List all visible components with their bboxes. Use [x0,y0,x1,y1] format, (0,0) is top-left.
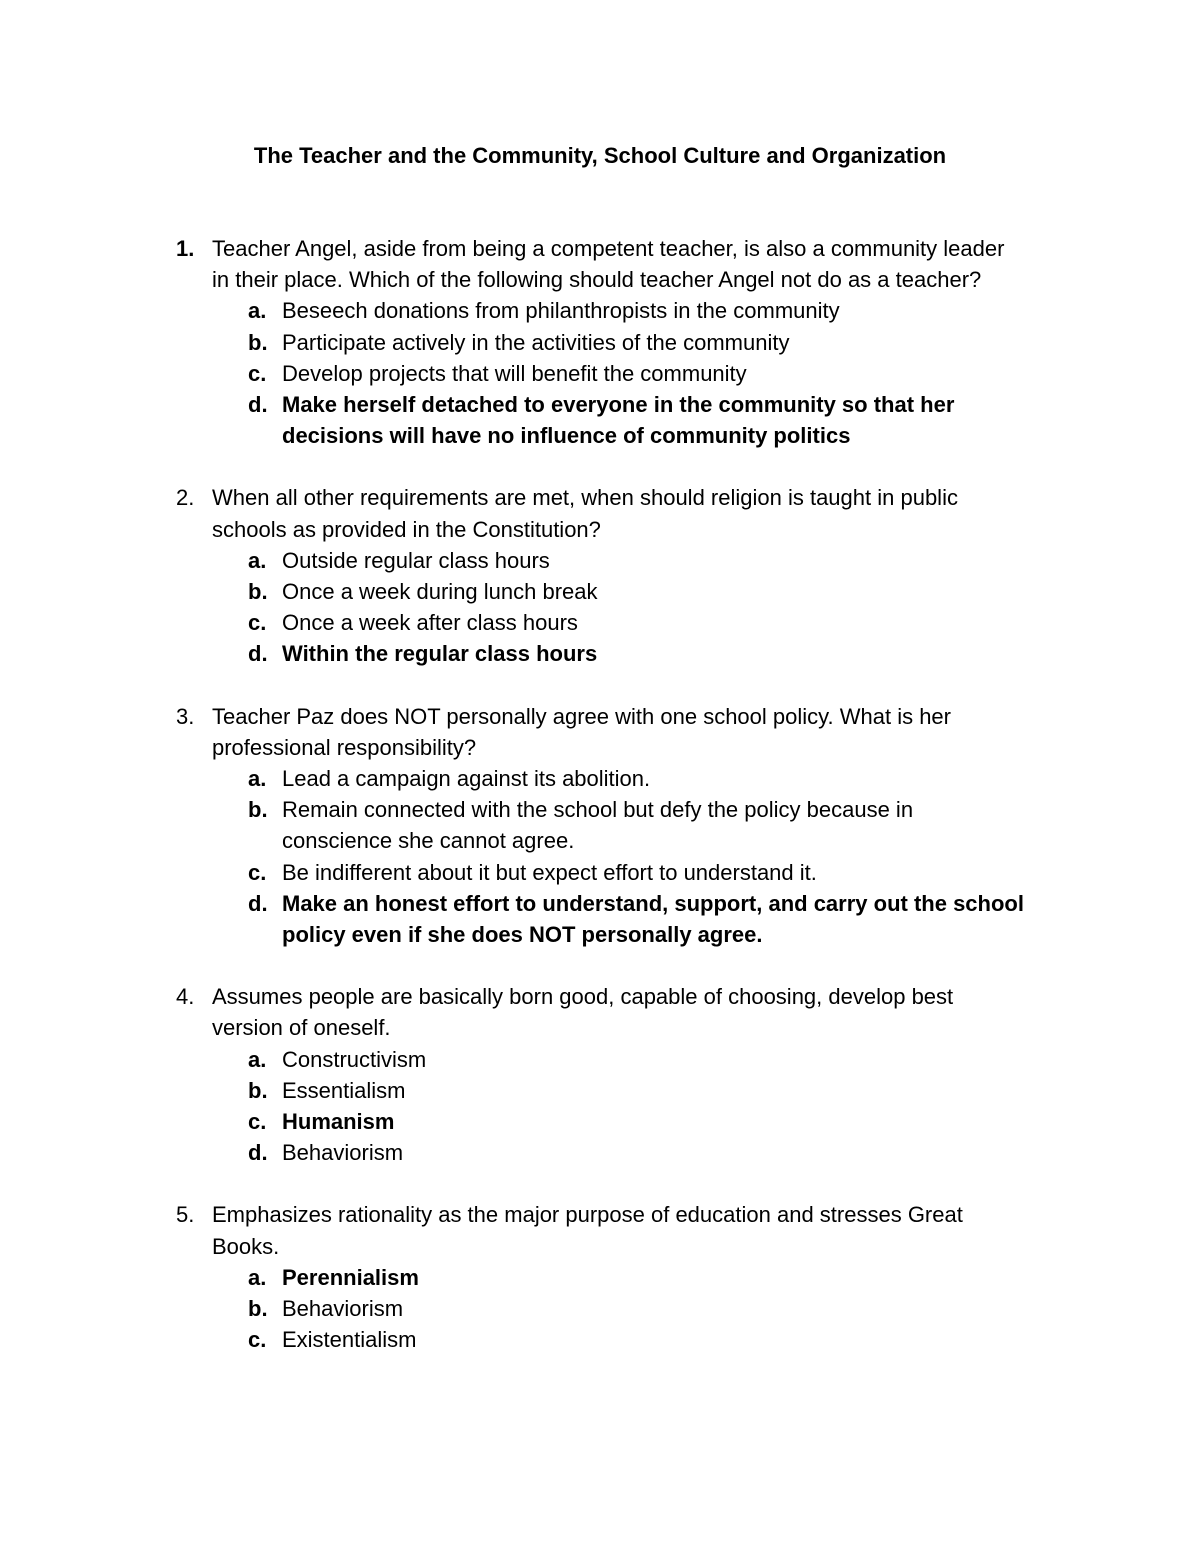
option-text: Once a week during lunch break [282,579,598,605]
option-item [212,1044,1026,1075]
option-item [212,857,1026,888]
option-letter: d. [248,890,268,916]
option-letter: c. [248,360,267,386]
option-letter: a. [248,547,267,573]
option-list [212,763,1026,950]
option-letter: b. [248,1296,268,1322]
option-letter: d. [248,392,268,418]
option-list [212,1262,1026,1356]
option-text: Remain connected with the school but defy the policy because in conscience she cannot agree. [282,797,914,854]
option-item [212,545,1026,576]
question-item [176,701,1026,951]
correct-answer-option [212,389,1026,451]
option-letter: c. [248,610,267,636]
option-text: Make an honest effort to understand, support, and carry out the school policy even if she does NOT personally agree. [282,890,1024,948]
option-text: Constructivism [282,1046,427,1072]
correct-answer-option [212,1106,1026,1137]
option-letter: b. [248,797,268,823]
question-text: Assumes people are basically born good, capable of choosing, develop best version of oneself. [212,984,954,1041]
option-letter: c. [248,1109,267,1135]
option-text: Lead a campaign against its abolition. [282,766,651,792]
question-text: Teacher Angel, aside from being a competent teacher, is also a community leader in their place. Which of the following should teacher Angel not do as a teacher? [212,236,1005,293]
option-text: Behaviorism [282,1140,404,1166]
option-text: Be indifferent about it but expect effort to understand it. [282,859,817,885]
option-item [212,327,1026,358]
option-list [212,545,1026,670]
correct-answer-option [212,638,1026,669]
option-text: Make herself detached to everyone in the community so that her decisions will have no influence of community politics [282,392,955,449]
option-list [212,1044,1026,1169]
option-letter: d. [248,641,268,667]
option-text: Once a week after class hours [282,610,578,636]
option-item [212,794,1026,856]
page-title: The Teacher and the Community, School Culture and Organization [253,143,947,168]
option-text: Essentialism [282,1077,406,1103]
option-item [212,576,1026,607]
option-letter: b. [248,1077,268,1103]
option-item [212,295,1026,326]
option-letter: c. [248,859,267,885]
question-item [176,233,1026,451]
correct-answer-option [212,888,1026,950]
question-list [176,233,1026,1387]
option-text: Develop projects that will benefit the community [282,360,747,386]
question-text: Emphasizes rationality as the major purpose of education and stresses Great Books. [212,1202,963,1259]
option-list [212,295,1026,451]
option-letter: b. [248,329,268,355]
option-letter: d. [248,1140,268,1166]
option-letter: a. [248,1264,267,1290]
option-letter: b. [248,579,268,605]
question-item [176,981,1026,1168]
option-text: Participate actively in the activities of the community [282,329,790,355]
option-text: Beseech donations from philanthropists in the community [282,298,840,324]
option-item [212,1075,1026,1106]
option-text: Humanism [282,1109,395,1135]
option-text: Within the regular class hours [282,641,598,667]
question-number: 2. [176,485,195,511]
question-item [176,482,1026,669]
question-text: Teacher Paz does NOT personally agree with one school policy. What is her professional responsibility? [212,703,951,760]
option-item [212,1324,1026,1355]
option-letter: c. [248,1327,267,1353]
question-number: 3. [176,703,195,729]
option-item [212,1137,1026,1168]
option-text: Perennialism [282,1264,419,1290]
option-item [212,358,1026,389]
option-letter: a. [248,766,267,792]
option-text: Behaviorism [282,1296,404,1322]
option-letter: a. [248,298,267,324]
question-number: 4. [176,984,195,1010]
question-number: 1. [176,236,195,261]
option-text: Existentialism [282,1327,417,1353]
option-item [212,607,1026,638]
option-item [212,1293,1026,1324]
option-item [212,763,1026,794]
question-number: 5. [176,1202,195,1228]
question-item [176,1199,1026,1355]
option-text: Outside regular class hours [282,547,550,573]
option-letter: a. [248,1046,267,1072]
question-text: When all other requirements are met, when should religion is taught in public schools as provided in the Constitution? [212,485,958,542]
correct-answer-option [212,1262,1026,1293]
